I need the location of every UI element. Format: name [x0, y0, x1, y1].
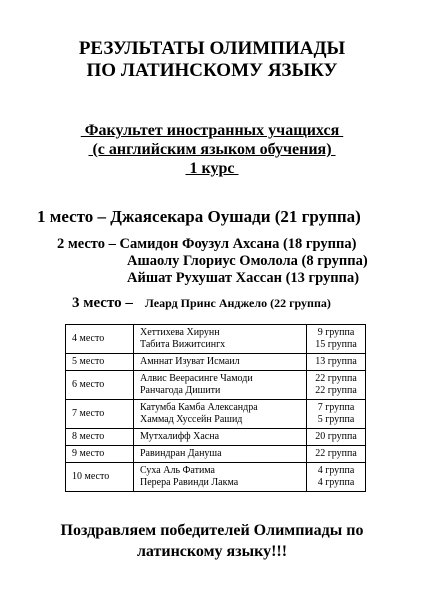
groups-cell: [307, 429, 366, 446]
group-number: 7 группа: [317, 402, 355, 413]
table-row: [66, 371, 366, 400]
participant-name: Перера Равинди Лакма: [140, 477, 239, 488]
groups-cell: [307, 463, 366, 492]
participant-name: Суха Аль Фатима: [140, 465, 215, 476]
group-number: 4 группа: [317, 465, 355, 476]
place-cell: 10 место: [66, 463, 134, 492]
second-place-winner: Самидон Фоузул Ахсана (18 группа): [119, 236, 357, 252]
participant-name: Ранчагода Дишити: [140, 385, 221, 396]
names-cell: [134, 325, 307, 354]
group-number: 9 группа: [317, 327, 355, 338]
second-place: [57, 236, 368, 287]
group-number: 22 группа: [315, 448, 357, 459]
table-row: [66, 325, 366, 354]
participant-name: Мутхалифф Хасна: [140, 431, 220, 442]
results-table: [65, 324, 366, 492]
faculty-line-1: Факультет иностранных учащихся: [80, 122, 344, 139]
third-place: [72, 294, 331, 312]
group-number: 22 группа: [315, 373, 357, 384]
names-cell: [134, 400, 307, 429]
group-number: 22 группа: [315, 385, 357, 396]
title-line-1: РЕЗУЛЬТАТЫ ОЛИМПИАДЫ: [78, 38, 346, 59]
place-cell: 7 место: [66, 400, 134, 429]
names-cell: [134, 446, 307, 463]
groups-cell: [307, 354, 366, 371]
group-number: 13 группа: [315, 356, 357, 367]
faculty-line-2: (с английским языком обучения): [88, 141, 336, 158]
groups-cell: [307, 446, 366, 463]
groups-cell: [307, 400, 366, 429]
groups-cell: [307, 371, 366, 400]
third-place-label: 3 место –: [72, 295, 133, 311]
title-line-2: ПО ЛАТИНСКОМУ ЯЗЫКУ: [86, 60, 338, 81]
table-row: [66, 400, 366, 429]
first-place: 1 место – Джаясекара Оушади (21 группа): [37, 207, 361, 226]
congratulations-text: [0, 520, 424, 562]
groups-cell: [307, 325, 366, 354]
second-place-winner: Айшат Рухушат Хассан (13 группа): [127, 270, 360, 286]
participant-name: Хеттихева Хирунн: [140, 327, 220, 338]
table-row: [66, 463, 366, 492]
table-row: [66, 354, 366, 371]
table-row: [66, 429, 366, 446]
place-cell: 9 место: [66, 446, 134, 463]
group-number: 15 группа: [315, 339, 357, 350]
place-cell: 8 место: [66, 429, 134, 446]
participant-name: Хаммад Хуссейн Рашид: [140, 414, 243, 425]
group-number: 20 группа: [315, 431, 357, 442]
participant-name: Алвис Веерасинге Чамоди: [140, 373, 253, 384]
place-cell: 6 место: [66, 371, 134, 400]
third-place-winner: Леард Принс Анджело (22 группа): [144, 296, 331, 310]
second-place-winner: Ашаолу Глориус Омолола (8 группа): [127, 253, 368, 269]
participant-name: Катумба Камба Александра: [140, 402, 258, 413]
names-cell: [134, 463, 307, 492]
faculty-heading: [0, 121, 424, 178]
place-cell: 5 место: [66, 354, 134, 371]
group-number: 4 группа: [317, 477, 355, 488]
page-title: [0, 38, 424, 82]
participant-name: Равиндран Дануша: [140, 448, 222, 459]
group-number: 5 группа: [317, 414, 355, 425]
table-row: [66, 446, 366, 463]
names-cell: [134, 371, 307, 400]
participant-name: Табита Вижитсингх: [140, 339, 226, 350]
second-place-label: 2 место –: [57, 236, 116, 252]
course-label: 1 курс: [185, 160, 239, 177]
names-cell: [134, 354, 307, 371]
congratulations-line-1: Поздравляем победителей Олимпиады по: [60, 522, 364, 539]
congratulations-line-2: латинскому языку!!!: [136, 543, 288, 560]
place-cell: 4 место: [66, 325, 134, 354]
names-cell: [134, 429, 307, 446]
participant-name: Амннат Изуват Исмаил: [140, 356, 240, 367]
